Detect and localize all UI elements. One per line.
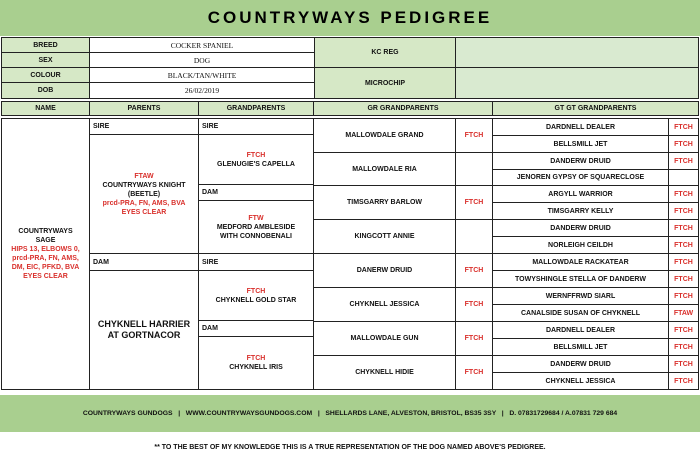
gggp-5-name: ARGYLL WARRIOR	[492, 185, 669, 203]
subject-name-line1: COUNTRYWAYS	[18, 228, 73, 235]
gggp-15-name: DANDERW DRUID	[492, 355, 669, 373]
gp1-title: FTCH	[246, 151, 266, 159]
gggp-11-title: FTCH	[668, 287, 699, 305]
gp2-title: FTW	[248, 214, 264, 222]
gggp-13-title: FTCH	[668, 321, 699, 339]
header-gt-gt-grandparents: GT GT GRANDPARENTS	[492, 101, 699, 116]
gggp-8-name: NORLEIGH CEILDH	[492, 236, 669, 254]
microchip-label: MICROCHIP	[314, 67, 456, 99]
gggp-4-title	[668, 169, 699, 186]
subject-name-line2: SAGE	[35, 237, 56, 244]
ggp-7-title: FTCH	[455, 321, 493, 356]
dam-cell	[89, 270, 199, 390]
gggp-12-title: FTAW	[668, 304, 699, 322]
sire-cell	[89, 134, 199, 254]
ggp-5-title: FTCH	[455, 253, 493, 288]
breed-label: BREED	[1, 37, 90, 53]
gggp-1-name: DARDNELL DEALER	[492, 118, 669, 136]
sex-value: DOG	[89, 52, 315, 68]
kc-reg-label: KC REG	[314, 37, 456, 68]
gggp-6-name: TIMSGARRY KELLY	[492, 202, 669, 220]
gggp-16-title: FTCH	[668, 372, 699, 390]
gggp-3-name: DANDERW DRUID	[492, 152, 669, 170]
ggp-2-title	[455, 152, 493, 186]
pedigree-note: ** TO THE BEST OF MY KNOWLEDGE THIS IS A TRUE REPRESENTATION OF THE DOG NAMED ABOVE'S PEDIGREE.	[154, 444, 546, 451]
gp3-name: CHYKNELL GOLD STAR	[215, 296, 297, 304]
gggp-15-title: FTCH	[668, 355, 699, 373]
ggp-4-name: KINGCOTT ANNIE	[313, 219, 456, 254]
gp-sire-label-1: SIRE	[198, 118, 314, 135]
title-band	[0, 0, 700, 36]
sire-health: prcd-PRA, FN, AMS, BVA EYES CLEAR	[102, 199, 186, 216]
grandparent-4	[198, 336, 314, 390]
gggp-7-name: DANDERW DRUID	[492, 219, 669, 237]
dob-value: 26/02/2019	[89, 82, 315, 99]
dob-label: DOB	[1, 82, 90, 99]
gggp-9-name: MALLOWDALE RACKATEAR	[492, 253, 669, 271]
gggp-10-name: TOWYSHINGLE STELLA OF DANDERW	[492, 270, 669, 288]
gggp-16-name: CHYKNELL JESSICA	[492, 372, 669, 390]
ggp-5-name: DANERW DRUID	[313, 253, 456, 288]
gggp-11-name: WERNFFRWD SIARL	[492, 287, 669, 305]
gggp-14-title: FTCH	[668, 338, 699, 356]
ggp-1-title: FTCH	[455, 118, 493, 153]
gp-dam-label-2: DAM	[198, 320, 314, 337]
footer-contact: COUNTRYWAYS GUNDOGS | WWW.COUNTRYWAYSGUNDOGS.COM | SHELLARDS LANE, ALVESTON, BRISTOL, BS35 3SY | D. 07831729684 / A.07831 729 684	[82, 410, 618, 417]
dam-name: CHYKNELL HARRIER AT GORTNACOR	[97, 319, 191, 340]
gggp-1-title: FTCH	[668, 118, 699, 136]
subject-cell	[1, 118, 90, 390]
dam-label: DAM	[89, 253, 199, 271]
ggp-8-name: CHYKNELL HIDIE	[313, 355, 456, 390]
grandparent-2	[198, 200, 314, 254]
ggp-8-title: FTCH	[455, 355, 493, 390]
gp4-name: CHYKNELL IRIS	[229, 364, 283, 371]
microchip-value	[455, 67, 699, 99]
header-name: NAME	[1, 101, 90, 116]
sire-name: COUNTRYWAYS KNIGHT (BEETLE)	[102, 181, 186, 198]
ggp-7-name: MALLOWDALE GUN	[313, 321, 456, 356]
footer-band	[0, 395, 700, 432]
gggp-8-title: FTCH	[668, 236, 699, 254]
ggp-3-name: TIMSGARRY BARLOW	[313, 185, 456, 220]
gggp-7-title: FTCH	[668, 219, 699, 237]
ggp-3-title: FTCH	[455, 185, 493, 220]
gggp-12-name: CANALSIDE SUSAN OF CHYKNELL	[492, 304, 669, 322]
ggp-1-name: MALLOWDALE GRAND	[313, 118, 456, 153]
gp1-name: GLENUGIE'S CAPELLA	[217, 160, 295, 168]
ggp-2-name: MALLOWDALE RIA	[313, 152, 456, 186]
ggp-6-title: FTCH	[455, 287, 493, 322]
sex-label: SEX	[1, 52, 90, 68]
gggp-6-title: FTCH	[668, 202, 699, 220]
sire-title: FTAW	[134, 172, 154, 180]
header-gr-grandparents: GR GRANDPARENTS	[313, 101, 493, 116]
breed-value: COCKER SPANIEL	[89, 37, 315, 53]
gggp-2-name: BELLSMILL JET	[492, 135, 669, 153]
gggp-4-name: JENOREN GYPSY OF SQUARECLOSE	[492, 169, 669, 186]
gggp-3-title: FTCH	[668, 152, 699, 170]
grandparent-3	[198, 270, 314, 321]
subject-health: HIPS 13, ELBOWS 0, prcd-PRA, FN, AMS, DM, EIC, PFKD, BVA EYES CLEAR	[11, 246, 80, 280]
gggp-13-name: DARDNELL DEALER	[492, 321, 669, 339]
gp2-name: MEDFORD AMBLESIDE WITH CONNOBENALI	[216, 223, 296, 240]
gp-sire-label-2: SIRE	[198, 253, 314, 271]
sire-label: SIRE	[89, 118, 199, 135]
gp3-title: FTCH	[246, 287, 266, 295]
gggp-9-title: FTCH	[668, 253, 699, 271]
gggp-5-title: FTCH	[668, 185, 699, 203]
colour-label: COLOUR	[1, 67, 90, 83]
header-grandparents: GRANDPARENTS	[198, 101, 314, 116]
grandparent-1	[198, 134, 314, 185]
gggp-10-title: FTCH	[668, 270, 699, 288]
gggp-2-title: FTCH	[668, 135, 699, 153]
gp4-title: FTCH	[246, 355, 266, 362]
gggp-14-name: BELLSMILL JET	[492, 338, 669, 356]
ggp-6-name: CHYKNELL JESSICA	[313, 287, 456, 322]
kc-reg-value	[455, 37, 699, 68]
page-title: COUNTRYWAYS PEDIGREE	[207, 8, 493, 27]
gp-dam-label-1: DAM	[198, 184, 314, 201]
header-parents: PARENTS	[89, 101, 199, 116]
ggp-4-title	[455, 219, 493, 254]
colour-value: BLACK/TAN/WHITE	[89, 67, 315, 83]
